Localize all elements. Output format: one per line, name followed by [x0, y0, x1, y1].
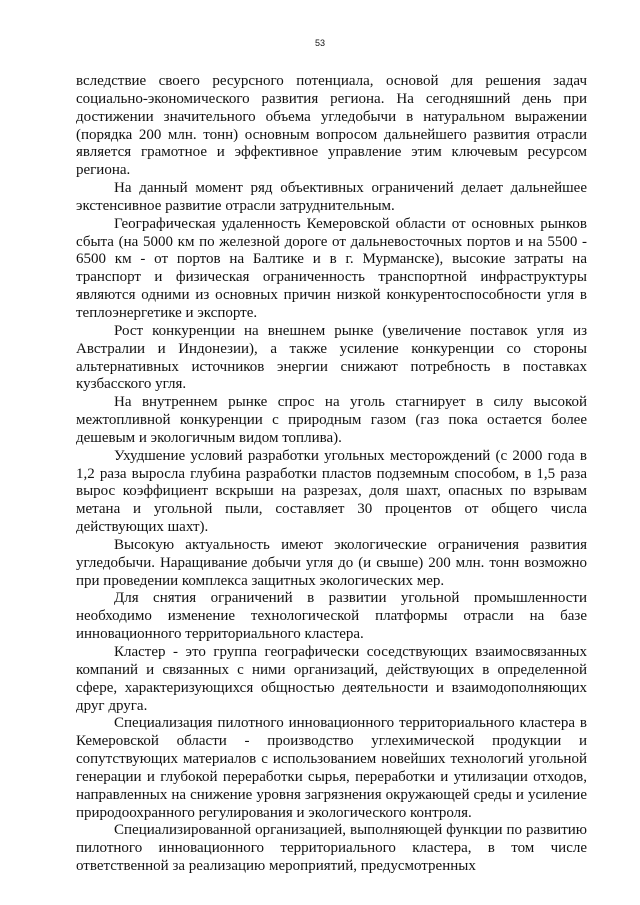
paragraph-technology-platform: Для снятия ограничений в развитии угольной промышленности необходимо изменение технологической платформы отрасли на базе инновационного территориального кластера.	[76, 590, 587, 643]
paragraph-mining-conditions: Ухудшение условий разработки угольных месторождений (с 2000 года в 1,2 раза выросла глубина разработки пластов подземным способом, в 1,5 раза вырос коэффициент вскрыши на разрезах, доля шахт, опасных по взрывам метана и угольной пыли, составляет 30 процентов от общего числа действующих шахт).	[76, 447, 587, 536]
page-number: 53	[314, 38, 325, 48]
paragraph-specialized-organization: Специализированной организацией, выполняющей функции по развитию пилотного инновационного территориального кластера, в том числе ответственной за реализацию мероприятий, предусмотренных	[76, 822, 587, 875]
paragraph-continuation: вследствие своего ресурсного потенциала, основой для решения задач социально-экономического развития региона. На сегодняшний день при достижении значительного объема угледобычи в натуральном выражении (порядка 200 млн. тонн) основным вопросом дальнейшего развития отрасли является грамотное и эффективное управление этим ключевым ресурсом региона.	[76, 73, 587, 179]
paragraph-domestic-demand: На внутреннем рынке спрос на уголь стагнирует в силу высокой межтопливной конкуренции с природным газом (газ пока остается более дешевым и экологичным видом топлива).	[76, 394, 587, 446]
paragraph-cluster-specialization: Специализация пилотного инновационного территориального кластера в Кемеровской области - производство углехимической продукции и сопутствующих материалов с использованием новейших технологий угольной генерации и глубокой переработки сырья, переработки и утилизации отходов, направленных на снижение уровня загрязнения окружающей среды и усиление природоохранного регулирования и экологического контроля.	[76, 715, 587, 821]
paragraph-constraints-intro: На данный момент ряд объективных ограничений делает дальнейшее экстенсивное развитие отрасли затруднительным.	[76, 180, 587, 214]
paragraph-geographic-remoteness: Географическая удаленность Кемеровской области от основных рынков сбыта (на 5000 км по железной дороге от дальневосточных портов и на 5500 - 6500 км - от портов на Балтике и в г. Мурманске), высокие затраты на транспорт и физическая ограниченность транспортной инфраструктуры являются одними из основных причин низкой конкурентоспособности угля в теплоэнергетике и экспорте.	[76, 215, 587, 321]
paragraph-external-competition: Рост конкуренции на внешнем рынке (увеличение поставок угля из Австралии и Индонезии), а также усиление конкуренции со стороны альтернативных источников энергии снижают потребность в поставках кузбасского угля.	[76, 322, 587, 393]
paragraph-cluster-definition: Кластер - это группа географически соседствующих взаимосвязанных компаний и связанных с ними организаций, действующих в определенной сфере, характеризующихся общностью деятельности и взаимодополняющих друг друга.	[76, 644, 587, 714]
paragraph-ecological-constraints: Высокую актуальность имеют экологические ограничения развития угледобычи. Наращивание добычи угля до (и свыше) 200 млн. тонн возможно при проведении комплекса защитных экологических мер.	[76, 536, 587, 589]
document-body	[76, 73, 587, 876]
